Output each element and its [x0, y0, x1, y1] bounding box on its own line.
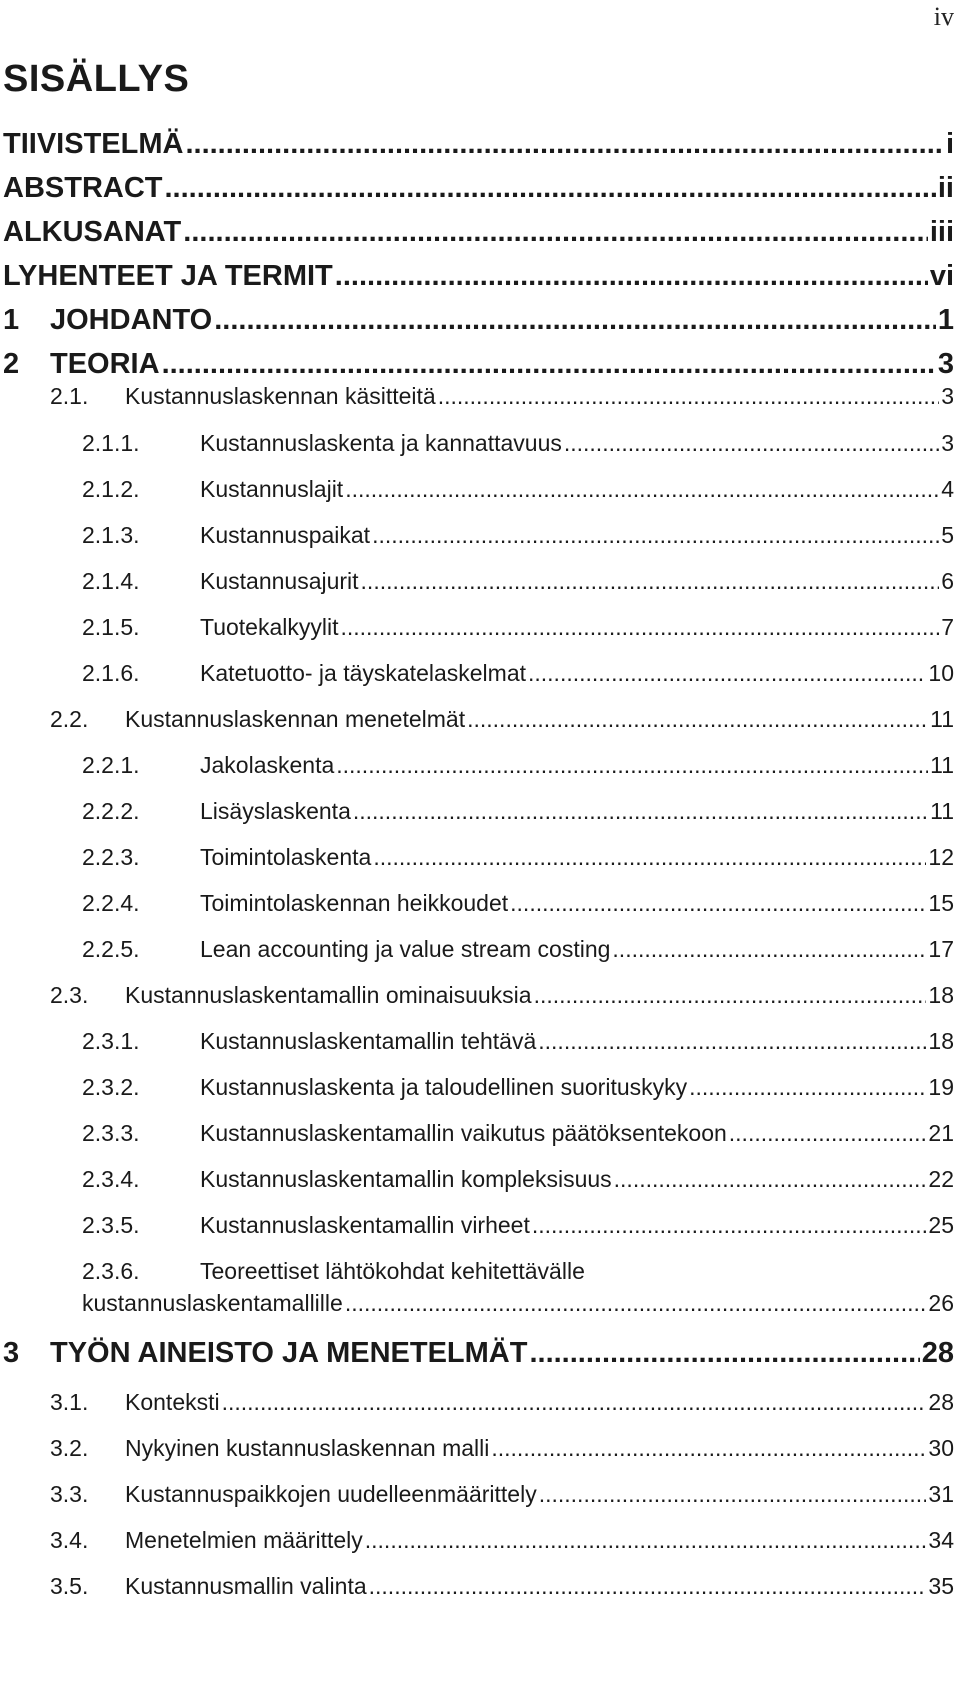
toc-entry-label-continued: kustannuslaskentamallille	[82, 1290, 343, 1316]
toc-entry-2-2-5[interactable]	[82, 936, 954, 963]
toc-leader-dots	[534, 982, 927, 1009]
toc-leader-dots	[373, 844, 926, 871]
toc-entry-number: 2	[3, 348, 20, 380]
toc-entry-number: 2.3.3.	[82, 1120, 140, 1146]
toc-leader-dots	[162, 348, 936, 381]
toc-entry-page: 3	[941, 383, 954, 409]
toc-entry-lyhenteet[interactable]	[3, 260, 954, 293]
toc-entry-label: Kustannuslaskentamallin ominaisuuksia	[125, 982, 532, 1008]
toc-entry-label: JOHDANTO	[50, 304, 213, 336]
toc-entry-label: Toimintolaskennan heikkoudet	[200, 890, 509, 916]
toc-leader-dots	[729, 1120, 927, 1147]
toc-entry-label: Katetuotto- ja täyskatelaskelmat	[200, 660, 526, 686]
toc-leader-dots	[165, 172, 936, 205]
toc-entry-2-1-2[interactable]	[82, 476, 954, 503]
toc-entry-label: Kustannuslaskentamallin kompleksisuus	[200, 1166, 612, 1192]
toc-entry-chapter-3[interactable]	[3, 1337, 954, 1370]
toc-entry-2-1[interactable]	[50, 383, 954, 410]
toc-entry-label: Lisäyslaskenta	[200, 798, 351, 824]
toc-leader-dots	[467, 706, 928, 733]
toc-entry-chapter-1[interactable]	[3, 304, 954, 337]
toc-entry-page: vi	[929, 260, 954, 292]
toc-entry-label: Toimintolaskenta	[200, 844, 372, 870]
toc-entry-number: 2.2.2.	[82, 798, 140, 824]
toc-entry-3-1[interactable]	[50, 1389, 954, 1416]
toc-entry-number: 2.1.	[50, 383, 89, 409]
toc-entry-number: 2.1.3.	[82, 522, 140, 548]
toc-entry-number: 2.3.1.	[82, 1028, 140, 1054]
toc-entry-page: 18	[928, 1028, 954, 1054]
toc-entry-2-3-6-line2[interactable]	[82, 1290, 954, 1317]
toc-entry-tiivistelma[interactable]	[3, 128, 954, 161]
toc-leader-dots	[340, 614, 939, 641]
toc-entry-label: ABSTRACT	[3, 172, 163, 204]
toc-entry-page: 25	[928, 1212, 954, 1238]
toc-entry-label: LYHENTEET JA TERMIT	[3, 260, 333, 292]
toc-entry-page: 3	[937, 348, 954, 380]
toc-entry-2-2-2[interactable]	[82, 798, 954, 825]
toc-entry-page: 30	[928, 1435, 954, 1461]
toc-entry-2-1-4[interactable]	[82, 568, 954, 595]
toc-leader-dots	[222, 1389, 927, 1416]
toc-entry-page: 11	[930, 706, 954, 732]
toc-entry-3-5[interactable]	[50, 1573, 954, 1600]
toc-entry-2-1-6[interactable]	[82, 660, 954, 687]
toc-leader-dots	[214, 304, 936, 337]
toc-entry-number: 3.1.	[50, 1389, 89, 1415]
toc-entry-page: 21	[928, 1120, 954, 1146]
toc-entry-2-3-5[interactable]	[82, 1212, 954, 1239]
toc-entry-page: 22	[928, 1166, 954, 1192]
toc-leader-dots	[185, 128, 943, 161]
toc-entry-2-3[interactable]	[50, 982, 954, 1009]
toc-entry-number: 2.3.6.	[82, 1258, 140, 1284]
toc-entry-number: 3.3.	[50, 1481, 89, 1507]
toc-leader-dots	[372, 522, 939, 549]
toc-entry-number: 2.2.	[50, 706, 89, 732]
toc-entry-page: 7	[941, 614, 954, 640]
toc-entry-page: 28	[921, 1337, 954, 1369]
toc-leader-dots	[345, 1290, 927, 1317]
toc-entry-page: 31	[928, 1481, 954, 1507]
toc-entry-label: Kustannuslaskennan menetelmät	[125, 706, 466, 732]
toc-entry-page: ii	[937, 172, 954, 204]
toc-leader-dots	[491, 1435, 926, 1462]
toc-leader-dots	[614, 1166, 927, 1193]
toc-entry-label: Kustannuspaikkojen uudelleenmäärittely	[125, 1481, 537, 1507]
toc-entry-label: Kustannuslaskenta ja taloudellinen suorituskyky	[200, 1074, 688, 1100]
toc-entry-page: 4	[941, 476, 954, 502]
toc-entry-number: 2.2.1.	[82, 752, 140, 778]
toc-entry-number: 2.1.6.	[82, 660, 140, 686]
toc-leader-dots	[528, 660, 926, 687]
toc-entry-page: 5	[941, 522, 954, 548]
toc-entry-2-1-1[interactable]	[82, 430, 954, 457]
toc-entry-number: 2.3.2.	[82, 1074, 140, 1100]
toc-leader-dots	[353, 798, 928, 825]
toc-leader-dots	[183, 216, 928, 249]
toc-entry-2-3-4[interactable]	[82, 1166, 954, 1193]
toc-entry-label: Kustannusmallin valinta	[125, 1573, 367, 1599]
toc-entry-page: 15	[928, 890, 954, 916]
toc-leader-dots	[538, 1028, 926, 1055]
toc-entry-2-1-5[interactable]	[82, 614, 954, 641]
toc-entry-page: 18	[928, 982, 954, 1008]
toc-entry-label: Nykyinen kustannuslaskennan malli	[125, 1435, 490, 1461]
toc-entry-page: 12	[928, 844, 954, 870]
toc-entry-number: 2.2.5.	[82, 936, 140, 962]
toc-entry-label: Tuotekalkyylit	[200, 614, 339, 640]
toc-entry-page: 28	[928, 1389, 954, 1415]
toc-entry-number: 2.3.5.	[82, 1212, 140, 1238]
toc-entry-label: Jakolaskenta	[200, 752, 335, 778]
toc-entry-page: 35	[928, 1573, 954, 1599]
toc-entry-page: 10	[928, 660, 954, 686]
toc-entry-2-2-1[interactable]	[82, 752, 954, 779]
toc-entry-label: Lean accounting ja value stream costing	[200, 936, 611, 962]
toc-entry-label: Konteksti	[125, 1389, 220, 1415]
toc-entry-2-2-3[interactable]	[82, 844, 954, 871]
toc-entry-label: Teoreettiset lähtökohdat kehitettävälle	[200, 1258, 585, 1284]
toc-entry-label: Kustannuslaskentamallin tehtävä	[200, 1028, 537, 1054]
toc-leader-dots	[361, 568, 940, 595]
toc-entry-2-3-2[interactable]	[82, 1074, 954, 1101]
toc-entry-label: TIIVISTELMÄ	[3, 128, 184, 160]
toc-entry-number: 2.1.1.	[82, 430, 140, 456]
toc-leader-dots	[539, 1481, 927, 1508]
toc-entry-label: ALKUSANAT	[3, 216, 182, 248]
toc-leader-dots	[532, 1212, 927, 1239]
toc-leader-dots	[564, 430, 939, 457]
toc-entry-2-2[interactable]	[50, 706, 954, 733]
toc-leader-dots	[510, 890, 926, 917]
toc-entry-number: 3.5.	[50, 1573, 89, 1599]
page-number: iv	[933, 2, 954, 31]
toc-entry-page: 19	[928, 1074, 954, 1100]
toc-entry-number: 2.1.2.	[82, 476, 140, 502]
toc-entry-label: Kustannuslaskentamallin virheet	[200, 1212, 530, 1238]
toc-entry-alkusanat[interactable]	[3, 216, 954, 249]
toc-entry-number: 2.2.3.	[82, 844, 140, 870]
toc-entry-3-3[interactable]	[50, 1481, 954, 1508]
toc-entry-2-3-3[interactable]	[82, 1120, 954, 1147]
toc-entry-page: 11	[930, 752, 954, 778]
toc-entry-label: TYÖN AINEISTO JA MENETELMÄT	[50, 1337, 528, 1369]
toc-leader-dots	[345, 476, 939, 503]
toc-entry-number: 2.2.4.	[82, 890, 140, 916]
toc-entry-number: 3.2.	[50, 1435, 89, 1461]
toc-entry-abstract[interactable]	[3, 172, 954, 205]
toc-entry-page: 11	[930, 798, 954, 824]
toc-leader-dots	[336, 752, 928, 779]
toc-entry-number: 3	[3, 1337, 20, 1369]
toc-entry-label: Kustannuslaskentamallin vaikutus päätöksentekoon	[200, 1120, 727, 1146]
toc-leader-dots	[335, 260, 928, 293]
toc-leader-dots	[689, 1074, 926, 1101]
toc-entry-label: Kustannuspaikat	[200, 522, 371, 548]
toc-entry-page: 3	[941, 430, 954, 456]
toc-entry-2-2-4[interactable]	[82, 890, 954, 917]
toc-entry-chapter-2[interactable]	[3, 348, 954, 381]
toc-entry-label: Kustannuslajit	[200, 476, 344, 502]
toc-entry-page: iii	[929, 216, 954, 248]
toc-entry-number: 3.4.	[50, 1527, 89, 1553]
toc-entry-page: 1	[937, 304, 954, 336]
toc-entry-page: 26	[928, 1290, 954, 1316]
toc-leader-dots	[612, 936, 926, 963]
toc-title: SISÄLLYS	[3, 58, 190, 100]
toc-entry-number: 2.3.	[50, 982, 89, 1008]
toc-entry-number: 1	[3, 304, 20, 336]
toc-entry-page: 17	[928, 936, 954, 962]
toc-entry-label: Kustannuslaskennan käsitteitä	[125, 383, 436, 409]
toc-entry-label: Menetelmien määrittely	[125, 1527, 363, 1553]
toc-entry-3-4[interactable]	[50, 1527, 954, 1554]
toc-entry-label: Kustannuslaskenta ja kannattavuus	[200, 430, 562, 456]
toc-entry-page: i	[945, 128, 954, 160]
toc-entry-label: Kustannusajurit	[200, 568, 359, 594]
toc-entry-2-1-3[interactable]	[82, 522, 954, 549]
toc-leader-dots	[369, 1573, 927, 1600]
toc-leader-dots	[365, 1527, 927, 1554]
toc-leader-dots	[529, 1337, 919, 1370]
toc-entry-number: 2.3.4.	[82, 1166, 140, 1192]
toc-entry-3-2[interactable]	[50, 1435, 954, 1462]
toc-entry-2-3-6-line1[interactable]	[82, 1258, 585, 1285]
toc-leader-dots	[438, 383, 940, 410]
toc-entry-number: 2.1.4.	[82, 568, 140, 594]
toc-entry-label: TEORIA	[50, 348, 160, 380]
toc-entry-page: 34	[928, 1527, 954, 1553]
toc-entry-page: 6	[941, 568, 954, 594]
toc-entry-2-3-1[interactable]	[82, 1028, 954, 1055]
toc-entry-number: 2.1.5.	[82, 614, 140, 640]
